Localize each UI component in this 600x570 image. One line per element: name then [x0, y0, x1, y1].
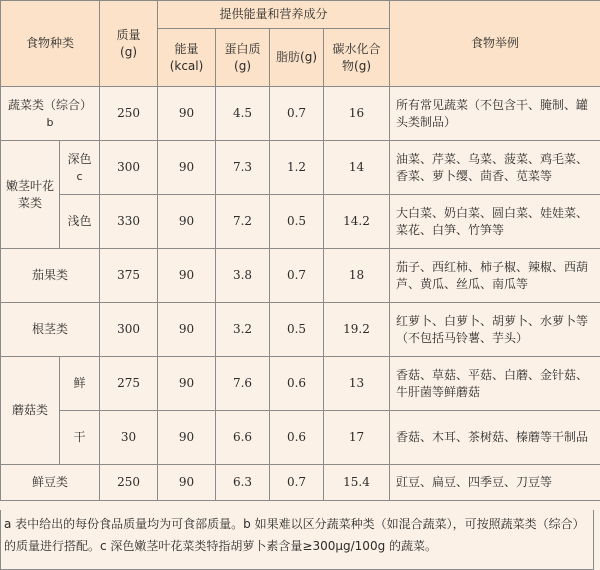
row-sub-dry: 干 [60, 411, 100, 465]
cell-mass: 250 [100, 87, 158, 141]
header-energy-unit: (kcal) [169, 58, 204, 73]
cell-mass: 275 [100, 357, 158, 411]
header-energy-label: 能量 [174, 41, 199, 56]
cell-carb: 18 [324, 249, 390, 303]
cell-mass: 375 [100, 249, 158, 303]
cell-protein: 7.6 [216, 357, 270, 411]
cell-fat: 0.7 [270, 465, 324, 501]
footnote-marker-b: b [46, 115, 54, 129]
cell-protein: 3.8 [216, 249, 270, 303]
cell-mass: 330 [100, 195, 158, 249]
header-fat: 脂肪(g) [270, 29, 324, 87]
cell-examples: 香菇、草菇、平菇、白蘑、金针菇、牛肝菌等鲜蘑菇 [390, 357, 600, 411]
header-carb: 碳水化合物(g) [324, 29, 390, 87]
header-row-1 [1, 1, 600, 29]
row-group-mushroom: 蘑菇类 [1, 357, 60, 465]
table-row [1, 249, 600, 303]
row-sub-light: 浅色 [60, 195, 100, 249]
cell-energy: 90 [158, 195, 216, 249]
cell-protein: 3.2 [216, 303, 270, 357]
table-row [1, 357, 600, 411]
row-label-mixed [1, 87, 100, 141]
header-protein: 蛋白质(g) [216, 29, 270, 87]
row-label-root: 根茎类 [1, 303, 100, 357]
cell-energy: 90 [158, 357, 216, 411]
cell-carb: 16 [324, 87, 390, 141]
header-nutrition-group: 提供能量和营养成分 [158, 1, 390, 29]
cell-examples: 所有常见蔬菜（不包含干、腌制、罐头类制品） [390, 87, 600, 141]
cell-mass: 250 [100, 465, 158, 501]
header-examples: 食物举例 [390, 1, 600, 87]
table-footnote: a 表中给出的每份食品质量均为可食部质量。b 如果难以区分蔬菜种类（如混合蔬菜），可按照蔬菜类（综合）的质量进行搭配。c 深色嫩茎叶花菜类特指胡萝卜素含量≥300μg/100g 的蔬菜。 [0, 510, 594, 570]
table-row [1, 303, 600, 357]
table-row [1, 195, 600, 249]
header-mass-label: 质量 [116, 27, 141, 42]
cell-protein: 7.3 [216, 141, 270, 195]
cell-energy: 90 [158, 249, 216, 303]
cell-fat: 0.6 [270, 357, 324, 411]
cell-protein: 7.2 [216, 195, 270, 249]
header-energy [158, 29, 216, 87]
cell-mass: 300 [100, 141, 158, 195]
cell-examples: 红萝卜、白萝卜、胡萝卜、水萝卜等（不包括马铃薯、芋头） [390, 303, 600, 357]
header-food-type: 食物种类 [1, 1, 100, 87]
cell-examples: 大白菜、奶白菜、圆白菜、娃娃菜、菜花、白笋、竹笋等 [390, 195, 600, 249]
cell-mass: 30 [100, 411, 158, 465]
row-label-text: 蔬菜类（综合） [8, 97, 93, 112]
cell-examples: 茄子、西红柿、柿子椒、辣椒、西葫芦、黄瓜、丝瓜、南瓜等 [390, 249, 600, 303]
cell-protein: 6.6 [216, 411, 270, 465]
cell-protein: 6.3 [216, 465, 270, 501]
cell-fat: 0.7 [270, 87, 324, 141]
cell-carb: 14 [324, 141, 390, 195]
cell-carb: 19.2 [324, 303, 390, 357]
row-sub-fresh: 鲜 [60, 357, 100, 411]
cell-carb: 15.4 [324, 465, 390, 501]
table-row [1, 465, 600, 501]
cell-energy: 90 [158, 141, 216, 195]
cell-carb: 13 [324, 357, 390, 411]
cell-fat: 0.7 [270, 249, 324, 303]
cell-fat: 0.5 [270, 303, 324, 357]
cell-energy: 90 [158, 87, 216, 141]
table-row [1, 411, 600, 465]
cell-examples: 豇豆、扁豆、四季豆、刀豆等 [390, 465, 600, 501]
cell-mass: 300 [100, 303, 158, 357]
row-label-beans: 鲜豆类 [1, 465, 100, 501]
cell-fat: 1.2 [270, 141, 324, 195]
cell-energy: 90 [158, 411, 216, 465]
cell-energy: 90 [158, 303, 216, 357]
cell-examples: 香菇、木耳、茶树菇、榛蘑等干制品 [390, 411, 600, 465]
cell-fat: 0.6 [270, 411, 324, 465]
cell-examples: 油菜、芹菜、乌菜、菠菜、鸡毛菜、香菜、萝卜缨、茴香、苋菜等 [390, 141, 600, 195]
row-group-leafy: 嫩茎叶花菜类 [1, 141, 60, 249]
cell-carb: 14.2 [324, 195, 390, 249]
cell-energy: 90 [158, 465, 216, 501]
cell-fat: 0.5 [270, 195, 324, 249]
cell-carb: 17 [324, 411, 390, 465]
row-sub-text: 深色 [67, 151, 92, 166]
header-mass-unit: (g) [120, 44, 137, 59]
row-sub-dark [60, 141, 100, 195]
footnote-marker-c: c [76, 169, 83, 183]
header-mass [100, 1, 158, 87]
table-row [1, 87, 600, 141]
table-row [1, 141, 600, 195]
row-label-solanaceous: 茄果类 [1, 249, 100, 303]
cell-protein: 4.5 [216, 87, 270, 141]
